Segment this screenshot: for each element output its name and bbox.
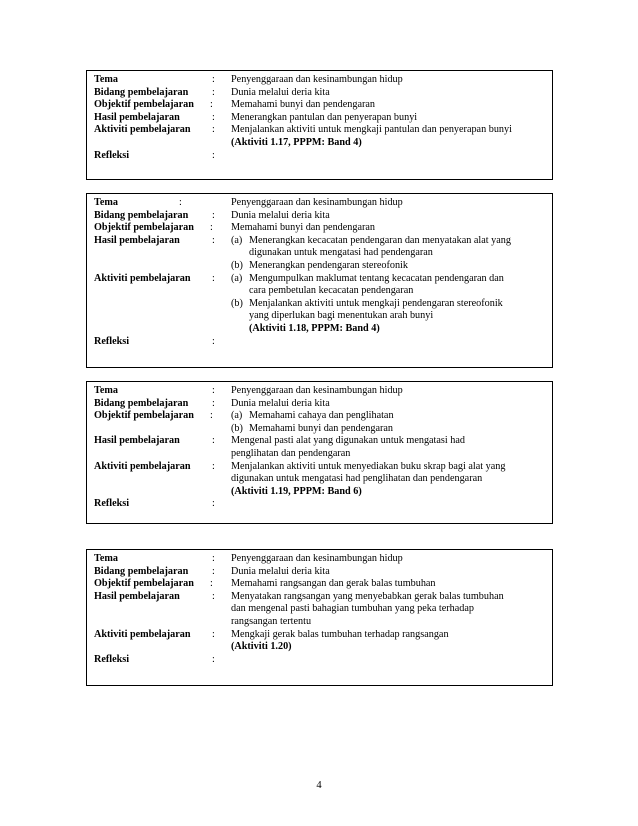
objektif-row: Objektif pembelajaran : Memahami bunyi dan pendengaran [94,222,549,235]
list-item: (a) Memahami cahaya dan penglihatan [231,410,394,422]
aktiviti-row: Aktiviti pembelajaran : Mengkaji gerak balas tumbuhan terhadap rangsangan (Aktiviti 1.20) [94,629,549,654]
bidang-label: Bidang pembelajaran [94,565,189,577]
aktiviti-row: Aktiviti pembelajaran : Menjalankan aktiviti untuk mengkaji pantulan dan penyerapan bunyi (Aktiviti 1.17, PPPM: Band 4) [94,124,549,149]
tema-value: Penyenggaraan dan kesinambungan hidup [231,385,403,396]
tema-row: Tema : Penyenggaraan dan kesinambungan hidup [94,553,549,566]
aktiviti-label: Aktiviti pembelajaran [94,272,191,284]
list-item: (a) Mengumpulkan maklumat tentang kecacatan pendengaran dan cara pembetulan kecacatan pendengaran [231,272,504,297]
objektif-label: Objektif pembelajaran [94,410,194,422]
tema-label: Tema [94,553,118,564]
aktiviti-value: Mengkaji gerak balas tumbuhan terhadap rangsangan [231,628,449,640]
objektif-value: Memahami rangsangan dan gerak balas tumbuhan [231,578,436,590]
aktiviti-row: Aktiviti pembelajaran : Menjalankan aktiviti untuk menyediakan buku skrap bagi alat yang digunakan untuk mengatasi had penglihatan dan pendengaran (Aktiviti 1.19, PPPM: Band 6) [94,461,549,499]
hasil-label: Hasil pembelajaran [94,111,180,123]
tema-label: Tema [94,74,118,85]
hasil-value: Mengenal pasti alat yang digunakan untuk mengatasi had [231,435,465,447]
hasil-label: Hasil pembelajaran [94,435,180,447]
refleksi-row: Refleksi : [94,498,215,510]
page-number: 4 [316,780,322,791]
bidang-value: Dunia melalui deria kita [231,397,330,409]
hasil-label: Hasil pembelajaran [94,590,180,602]
aktiviti-row: Aktiviti pembelajaran : (a) Mengumpulkan maklumat tentang kecacatan pendengaran dan cara pembetulan kecacatan pendengaran (b) Menjalankan aktiviti untuk mengkaji pendengaran stereofonik yang diperlukan bagi menentukan arah bunyi (Aktiviti 1.18, PPPM: Band 4) [94,273,549,336]
aktiviti-label: Aktiviti pembelajaran [94,460,191,472]
hasil-row: Hasil pembelajaran : Menerangkan pantulan dan penyerapan bunyi [94,112,549,125]
refleksi-label: Refleksi [94,653,130,665]
tema-label: Tema [94,385,118,396]
bidang-value: Dunia melalui deria kita [231,565,330,577]
refleksi-row: Refleksi : [94,335,215,347]
aktiviti-label: Aktiviti pembelajaran [94,628,191,640]
bidang-label: Bidang pembelajaran [94,397,189,409]
objektif-row: Objektif pembelajaran : (a) Memahami cahaya dan penglihatan (b) Memahami bunyi dan pendengaran [94,410,549,435]
objektif-label: Objektif pembelajaran [94,578,194,590]
aktiviti-value: Menjalankan aktiviti untuk mengkaji pantulan dan penyerapan bunyi [231,124,512,136]
objektif-value: Memahami bunyi dan pendengaran [231,99,375,111]
aktiviti-reference: (Aktiviti 1.20) [231,641,292,653]
aktiviti-reference: (Aktiviti 1.18, PPPM: Band 4) [249,322,380,334]
list-marker: (a) [231,272,243,284]
bidang-label: Bidang pembelajaran [94,209,189,221]
aktiviti-label: Aktiviti pembelajaran [94,124,191,136]
activity-box-1-18 [86,193,553,368]
tema-value: Penyenggaraan dan kesinambungan hidup [231,197,403,208]
refleksi-label: Refleksi [94,149,130,161]
tema-value: Penyenggaraan dan kesinambungan hidup [231,74,403,85]
tema-row: Tema : Penyenggaraan dan kesinambungan hidup [94,197,549,210]
list-marker: (a) [231,410,243,422]
activity-box-1-17 [86,70,553,180]
hasil-row: Hasil pembelajaran : Mengenal pasti alat yang digunakan untuk mengatasi had penglihatan dan pendengaran [94,435,549,460]
activity-box-1-19 [86,381,553,524]
objektif-row: Objektif pembelajaran : Memahami bunyi dan pendengaran [94,99,549,112]
aktiviti-reference: (Aktiviti 1.17, PPPM: Band 4) [231,136,362,148]
refleksi-label: Refleksi [94,498,130,510]
activity-box-1-20 [86,549,553,686]
hasil-value: Menyatakan rangsangan yang menyebabkan gerak balas tumbuhan [231,590,504,602]
refleksi-label: Refleksi [94,335,130,347]
hasil-row: Hasil pembelajaran : Menyatakan rangsangan yang menyebabkan gerak balas tumbuhan dan mengenal pasti bahagian tumbuhan yang peka terhadap rangsangan tertentu [94,591,549,629]
bidang-row: Bidang pembelajaran : Dunia melalui deria kita [94,210,549,223]
list-item: (b) Menjalankan aktiviti untuk mengkaji pendengaran stereofonik yang diperlukan bagi menentukan arah bunyi (Aktiviti 1.18, PPPM: Band 4) [231,298,549,336]
objektif-row: Objektif pembelajaran : Memahami rangsangan dan gerak balas tumbuhan [94,578,549,591]
tema-label: Tema [94,197,118,208]
refleksi-row: Refleksi : [94,149,215,161]
hasil-value: Menerangkan pantulan dan penyerapan bunyi [231,111,418,123]
objektif-value: Memahami bunyi dan pendengaran [231,222,375,234]
hasil-row: Hasil pembelajaran : (a) Menerangkan kecacatan pendengaran dan menyatakan alat yang digunakan untuk mengatasi had pendengaran (b) Menerangkan pendengaran stereofonik [94,235,549,273]
bidang-value: Dunia melalui deria kita [231,209,330,221]
tema-value: Penyenggaraan dan kesinambungan hidup [231,553,403,564]
hasil-label: Hasil pembelajaran [94,234,180,246]
objektif-label: Objektif pembelajaran [94,222,194,234]
bidang-row: Bidang pembelajaran : Dunia melalui deria kita [94,398,549,411]
bidang-row: Bidang pembelajaran : Dunia melalui deria kita [94,566,549,579]
tema-row: Tema : Penyenggaraan dan kesinambungan hidup [94,74,549,87]
list-item: (b) Menerangkan pendengaran stereofonik [231,259,408,271]
list-item: (b) Memahami bunyi dan pendengaran [231,422,393,434]
aktiviti-value: Menjalankan aktiviti untuk menyediakan buku skrap bagi alat yang [231,460,506,472]
list-marker: (b) [231,297,243,309]
tema-row: Tema : Penyenggaraan dan kesinambungan hidup [94,385,549,398]
aktiviti-reference: (Aktiviti 1.19, PPPM: Band 6) [231,485,362,497]
bidang-value: Dunia melalui deria kita [231,86,330,98]
refleksi-row: Refleksi : [94,653,215,665]
list-marker: (b) [231,422,243,434]
bidang-label: Bidang pembelajaran [94,86,189,98]
list-marker: (a) [231,234,243,246]
list-marker: (b) [231,259,243,271]
objektif-label: Objektif pembelajaran [94,99,194,111]
bidang-row: Bidang pembelajaran : Dunia melalui deria kita [94,87,549,100]
list-item: (a) Menerangkan kecacatan pendengaran dan menyatakan alat yang digunakan untuk mengatasi had pendengaran [231,234,511,259]
